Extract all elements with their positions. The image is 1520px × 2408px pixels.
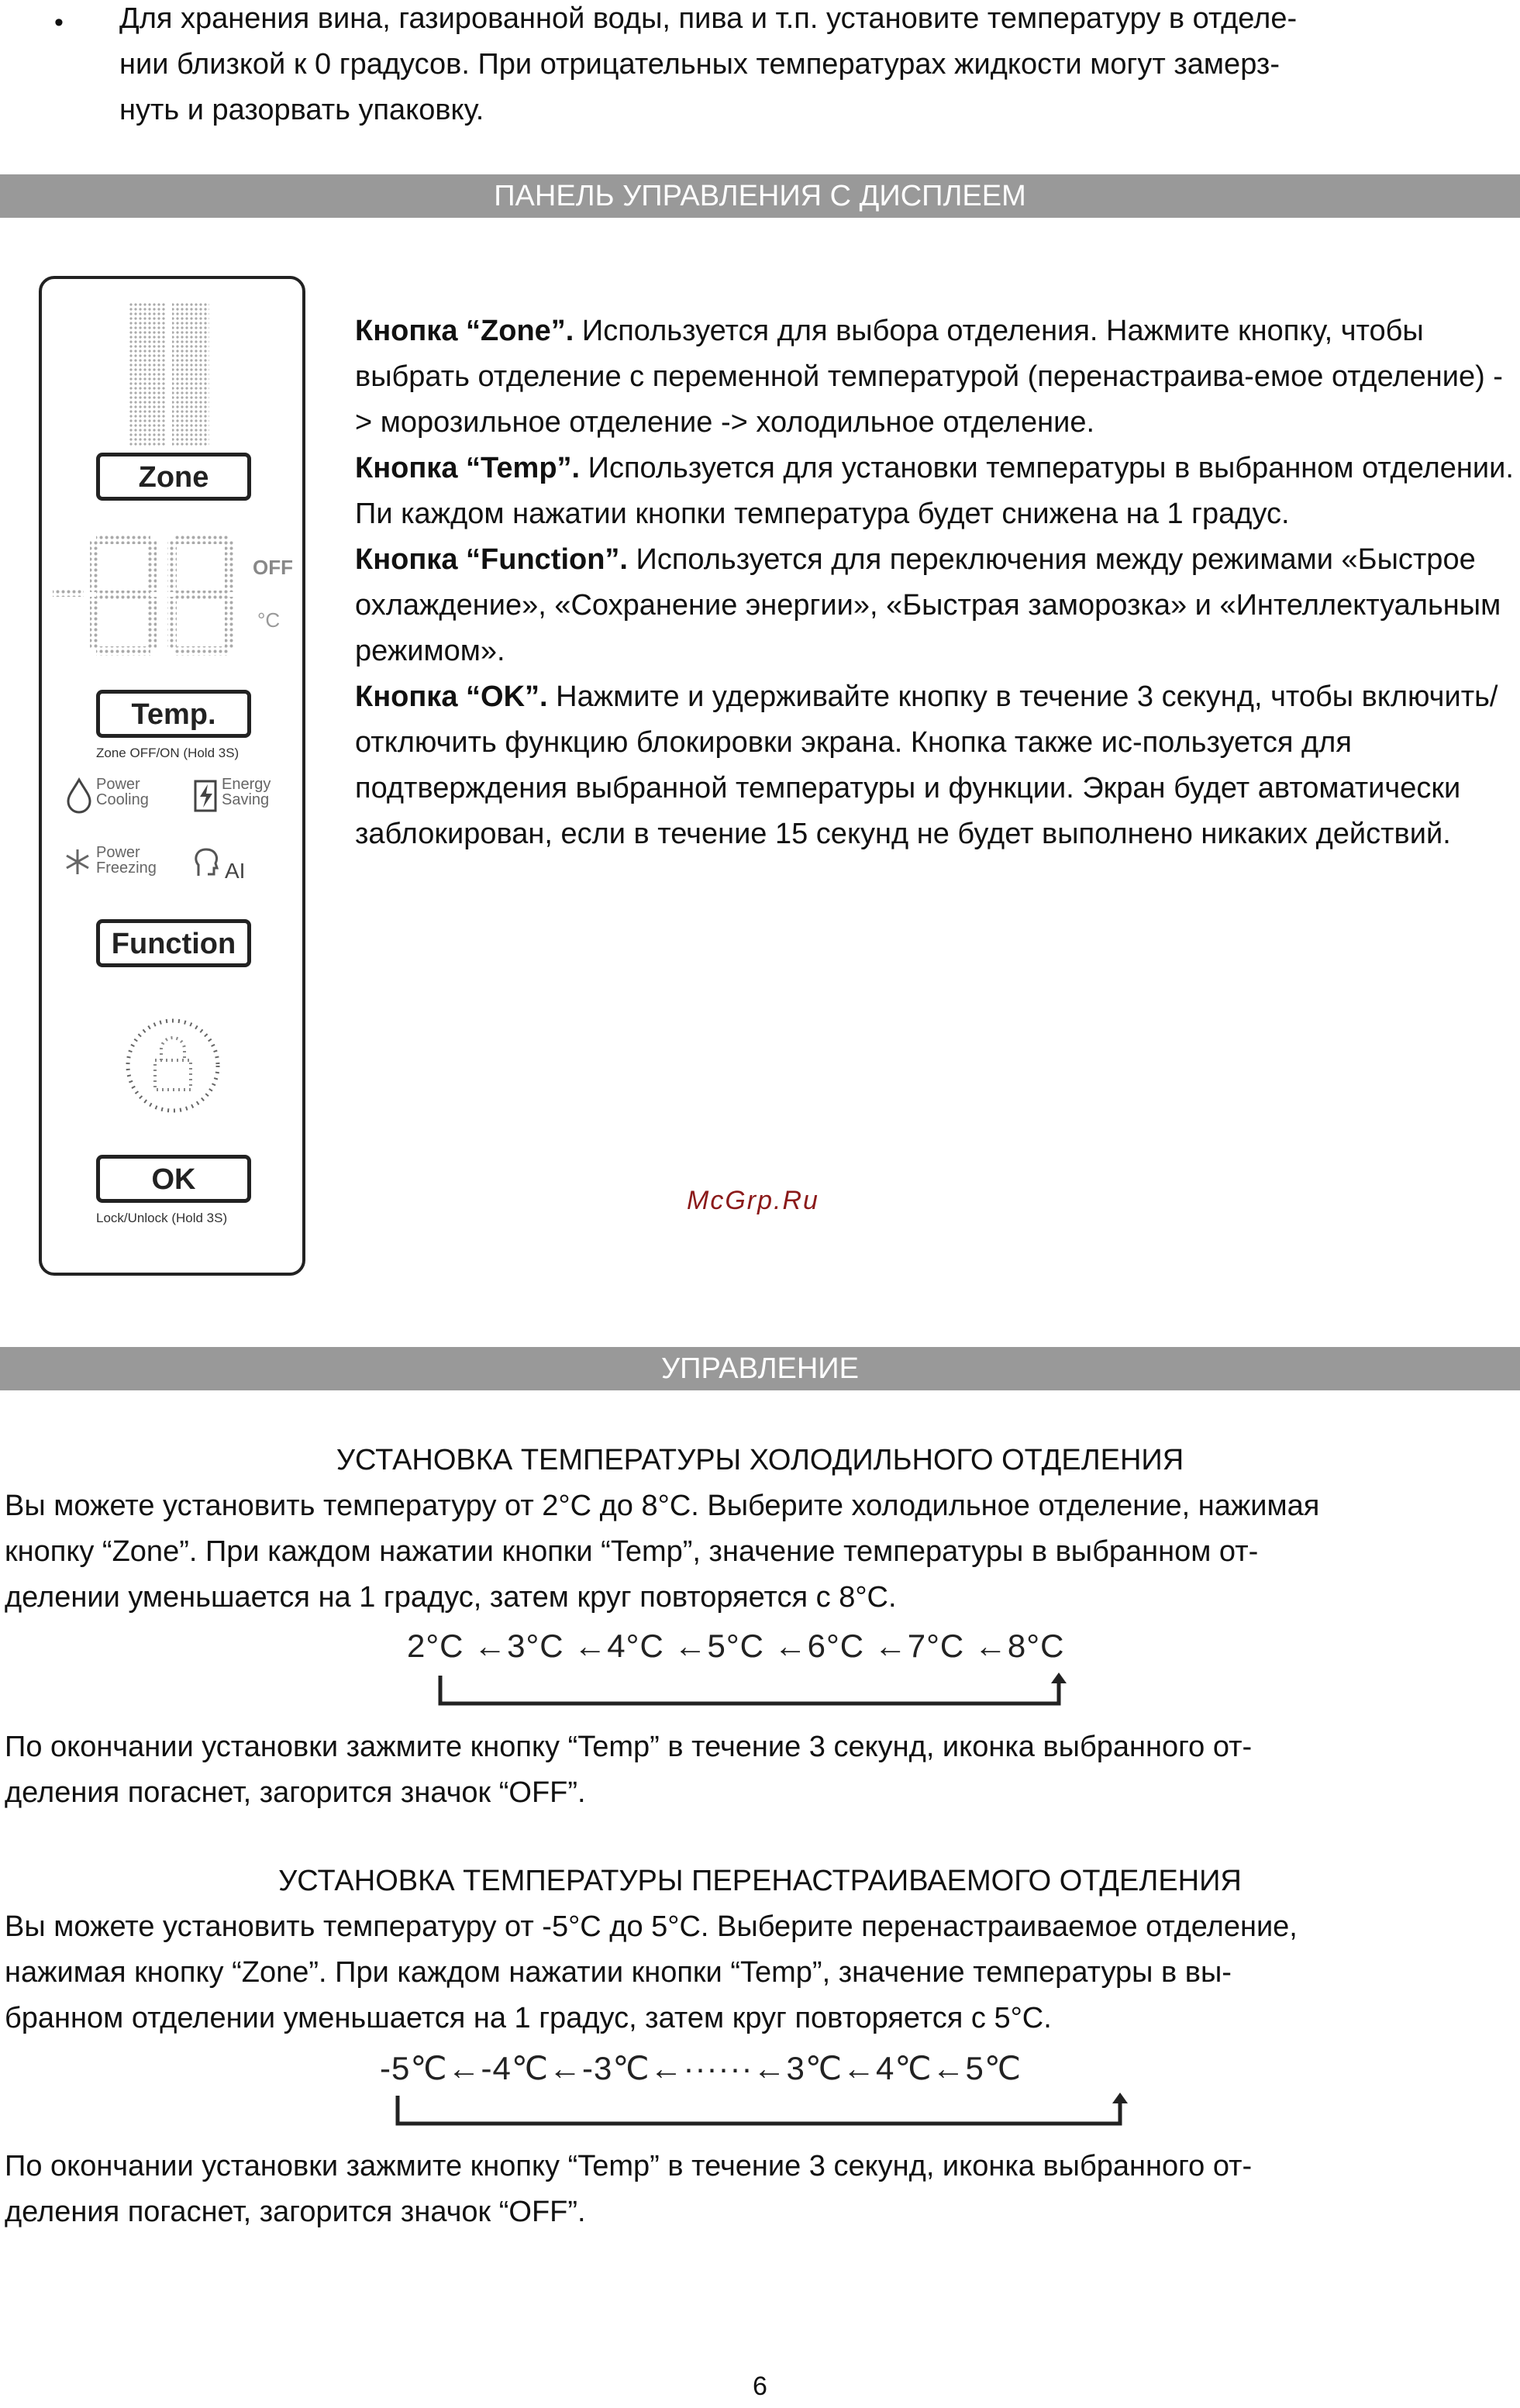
power-freezing-label: Power Freezing <box>96 844 157 877</box>
temperature-display-icon <box>50 535 298 667</box>
bullet-mark: • <box>54 8 64 37</box>
temp-description: Кнопка “Temp”. Используется для установки температуры в выбранном отделении. Пи каждом нажатии кнопки температура будет снижена на 1 градус. <box>355 452 1514 530</box>
power-freezing-icon <box>62 846 93 877</box>
zone-button[interactable]: Zone <box>96 453 251 501</box>
fridge-after: По окончании установки зажмите кнопку “Temp” в течение 3 секунд, иконка выбранного от- деления погаснет, загорится значок “OFF”. <box>5 1731 1253 1809</box>
off-indicator: OFF <box>253 556 293 579</box>
power-cooling-label: Power Cooling <box>96 776 149 808</box>
celsius-indicator: °C <box>257 608 281 632</box>
temp-button[interactable]: Temp. <box>96 690 251 738</box>
intro-line: нии близкой к 0 градусов. При отрицательных температурах жидкости могут замерз- <box>119 48 1280 81</box>
fridge-paragraph: Вы можете установить температуру от 2°C до 8°C. Выберите холодильное отделение, нажимая кнопку “Zone”. При каждом нажатии кнопки “Temp”, значение температуры в выбранном от- делении уменьшается на 1 градус, затем круг повторяется с 8°C. <box>5 1490 1320 1614</box>
buttons-description <box>355 308 1518 857</box>
power-cooling-icon <box>64 777 95 814</box>
fridge-heading: УСТАНОВКА ТЕМПЕРАТУРЫ ХОЛОДИЛЬНОГО ОТДЕЛЕНИЯ <box>336 1444 1184 1476</box>
variable-cycle-arrow <box>391 2093 1136 2131</box>
ok-button[interactable]: OK <box>96 1155 251 1203</box>
lock-caption: Lock/Unlock (Hold 3S) <box>96 1211 228 1225</box>
zone-onoff-caption: Zone OFF/ON (Hold 3S) <box>96 746 240 760</box>
zone-description: Кнопка “Zone”. Используется для выбора отделения. Нажмите кнопку, чтобы выбрать отделение с переменной температурой (перенастраива-емое отделение) -> морозильное отделение -> холодильное отделение. <box>355 315 1503 439</box>
ai-label: AI <box>225 859 246 883</box>
ai-mode-icon <box>191 845 222 880</box>
dot-matrix-icon <box>129 302 214 446</box>
ok-description: Кнопка “OK”. Нажмите и удерживайте кнопку в течение 3 секунд, чтобы включить/отключить функцию блокировки экрана. Кнопка также ис-пользуется для подтверждения выбранной температуры и функции. Экран будет автоматически заблокирован, если в течение 15 секунд не будет выполнено никаких действий. <box>355 680 1498 850</box>
energy-saving-icon <box>191 778 222 814</box>
intro-text <box>119 0 1515 133</box>
section-header-panel: ПАНЕЛЬ УПРАВЛЕНИЯ С ДИСПЛЕЕМ <box>0 174 1520 218</box>
section-header-control: УПРАВЛЕНИЕ <box>0 1347 1520 1390</box>
variable-sequence: -5℃←-4℃←-3℃←······←3℃←4℃←5℃ <box>380 2050 1022 2086</box>
fridge-sequence: 2°C ←3°C ←4°C ←5°C ←6°C ←7°C ←8°C <box>407 1628 1065 1664</box>
lock-icon <box>122 1015 223 1116</box>
variable-paragraph: Вы можете установить температуру от -5°C до 5°C. Выберите перенастраиваемое отделение, нажимая кнопку “Zone”. При каждом нажатии кнопки “Temp”, значение температуры в вы- бранном отделении уменьшается на 1 градус, затем круг повторяется с 5°C. <box>5 1910 1298 2034</box>
page-number: 6 <box>753 2372 767 2401</box>
control-panel-illustration <box>39 276 305 1276</box>
intro-line: Для хранения вина, газированной воды, пива и т.п. установите температуру в отделе- <box>119 2 1298 35</box>
energy-saving-label: Energy Saving <box>222 776 271 808</box>
function-description: Кнопка “Function”. Используется для переключения между режимами «Быстрое охлаждение», «Сохранение энергии», «Быстрая заморозка» и «Интеллектуальным режимом». <box>355 543 1501 667</box>
intro-line: нуть и разорвать упаковку. <box>119 94 484 126</box>
fridge-cycle-arrow <box>434 1673 1077 1711</box>
watermark: McGrp.Ru <box>687 1186 819 1215</box>
function-button[interactable]: Function <box>96 919 251 967</box>
variable-after: По окончании установки зажмите кнопку “Temp” в течение 3 секунд, иконка выбранного от- деления погаснет, загорится значок “OFF”. <box>5 2150 1253 2228</box>
variable-heading: УСТАНОВКА ТЕМПЕРАТУРЫ ПЕРЕНАСТРАИВАЕМОГО ОТДЕЛЕНИЯ <box>278 1865 1242 1897</box>
